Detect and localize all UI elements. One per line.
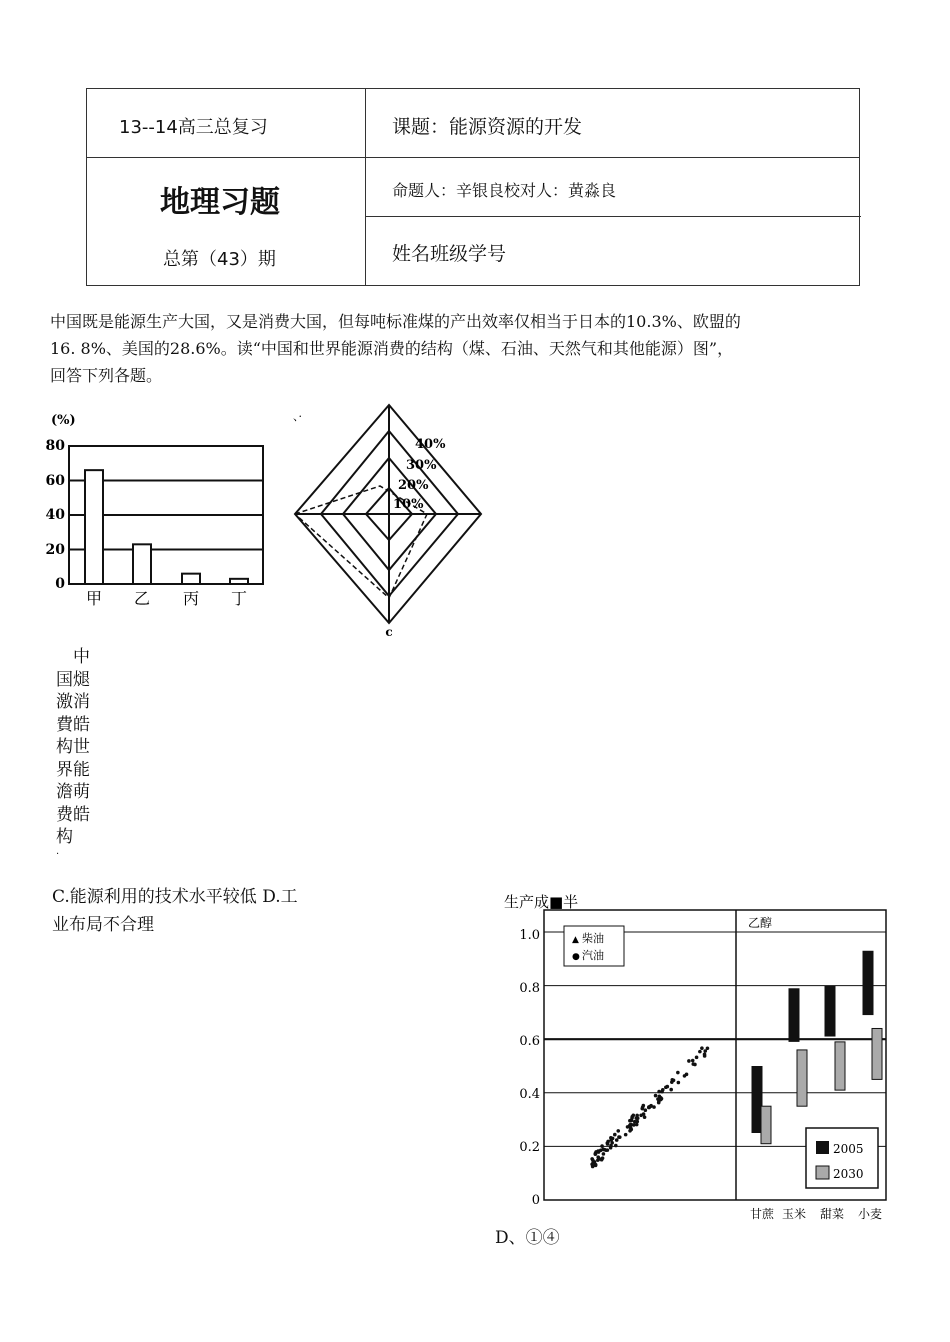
radar-ring-label-30: 30% bbox=[406, 458, 437, 473]
student-fields: 姓名班级学号 bbox=[392, 243, 507, 265]
bar-category-yi: 乙 bbox=[133, 589, 151, 608]
scatter-point bbox=[691, 1062, 695, 1066]
bar-ytick-20: 20 bbox=[45, 542, 65, 558]
caption-line: · bbox=[56, 848, 60, 860]
year-legend-2030: 2030 bbox=[833, 1167, 864, 1181]
ethanol-range-bars bbox=[752, 951, 883, 1144]
bar-series bbox=[85, 470, 248, 584]
subject-title: 地理习题 bbox=[160, 185, 280, 220]
bar-4 bbox=[230, 579, 248, 584]
cost-ytick-0.2: 0.2 bbox=[519, 1140, 540, 1155]
bar-ytick-60: 60 bbox=[45, 473, 65, 489]
scatter-point bbox=[654, 1094, 658, 1098]
scatter-point bbox=[703, 1049, 707, 1053]
scatter-point bbox=[596, 1149, 600, 1153]
caption-line: 費皓 bbox=[56, 714, 90, 735]
scatter-legend-diesel: 柴油 bbox=[582, 932, 604, 945]
scatter-point bbox=[594, 1152, 598, 1156]
bar-category-jia: 甲 bbox=[85, 589, 103, 608]
scatter-point bbox=[615, 1138, 619, 1142]
option-c-line-2: 业布局不合理 bbox=[52, 915, 154, 935]
cost-ytick-0: 0 bbox=[531, 1193, 540, 1208]
scatter-point bbox=[613, 1133, 617, 1137]
cost-chart-top-label: 生产成■半 bbox=[504, 893, 579, 911]
caption-line: 构 bbox=[56, 827, 73, 847]
cost-chart bbox=[496, 892, 896, 1222]
scatter-legend-gasoline: 汽油 bbox=[582, 949, 604, 962]
crop-label-corn: 玉米 bbox=[781, 1207, 807, 1221]
header-divider-vertical bbox=[365, 89, 366, 285]
radar-bottom-label: c bbox=[385, 625, 393, 639]
cost-ytick-0.4: 0.4 bbox=[519, 1087, 540, 1102]
bar-chart-unit: (%) bbox=[51, 413, 76, 428]
bar-1 bbox=[85, 470, 103, 584]
range-bar-2030-3 bbox=[835, 1042, 845, 1090]
scatter-point bbox=[628, 1129, 632, 1133]
scatter-point bbox=[660, 1097, 664, 1101]
year-legend-2030-swatch bbox=[816, 1166, 829, 1179]
scatter-point bbox=[666, 1085, 670, 1089]
scatter-point bbox=[649, 1105, 653, 1109]
bar-2 bbox=[133, 544, 151, 584]
scatter-point bbox=[636, 1116, 640, 1120]
range-bar-2030-2 bbox=[797, 1050, 807, 1106]
scatter-point bbox=[632, 1114, 636, 1118]
crop-label-sugarcane: 甘蔗 bbox=[749, 1207, 775, 1221]
issue-label: 总第（43）期 bbox=[163, 249, 276, 270]
header-divider-right bbox=[365, 216, 861, 217]
range-bar-2030-4 bbox=[872, 1028, 882, 1079]
scatter-point bbox=[609, 1136, 613, 1140]
radar-chart bbox=[285, 400, 495, 645]
range-bar-2005-2 bbox=[789, 988, 800, 1042]
caption-line: 界能 bbox=[56, 759, 90, 780]
scatter-point bbox=[683, 1074, 687, 1078]
scatter-point bbox=[628, 1125, 632, 1129]
course-label: 13--14高三总复习 bbox=[119, 117, 268, 138]
scatter-point bbox=[614, 1144, 618, 1148]
scatter-point bbox=[642, 1104, 646, 1108]
scatter-points bbox=[590, 1046, 709, 1168]
intro-line-1: 中国既是能源生产大国，又是消费大国，但每吨标准煤的产出效率仅相当于日本的10.3%、欧盟的 bbox=[50, 312, 741, 331]
range-bar-2030-1 bbox=[761, 1106, 771, 1144]
radar-ring-label-20: 20% bbox=[398, 478, 429, 493]
caption-line: 国煺 bbox=[56, 669, 90, 690]
year-legend-2005: 2005 bbox=[833, 1142, 864, 1156]
scatter-point bbox=[687, 1059, 691, 1063]
cost-yticks bbox=[519, 928, 540, 1208]
scatter-legend-gasoline-marker: ● bbox=[572, 952, 580, 962]
topic-label: 课题：能源资源的开发 bbox=[392, 116, 583, 138]
cost-ytick-0.6: 0.6 bbox=[519, 1034, 540, 1049]
caption-line: 费皓 bbox=[56, 804, 90, 825]
bar-ytick-0: 0 bbox=[55, 576, 65, 592]
scatter-point bbox=[698, 1050, 702, 1054]
scatter-point bbox=[617, 1135, 621, 1139]
scatter-point bbox=[703, 1052, 707, 1056]
bar-ytick-40: 40 bbox=[45, 507, 65, 523]
year-legend-2005-swatch bbox=[816, 1141, 829, 1154]
scatter-point bbox=[695, 1056, 699, 1060]
range-bar-2005-3 bbox=[825, 986, 836, 1037]
vertical-caption bbox=[56, 646, 116, 861]
caption-line: 构世 bbox=[56, 737, 90, 757]
scatter-legend-diesel-marker: ▲ bbox=[572, 935, 579, 945]
caption-line: 中 bbox=[56, 647, 90, 667]
bar-category-bing: 丙 bbox=[182, 589, 200, 608]
scatter-point bbox=[700, 1046, 704, 1050]
scatter-point bbox=[643, 1115, 647, 1119]
intro-line-2: 16. 8%、美国的28.6%。读“中国和世界能源消费的结构（煤、石油、天然气和其他能源）图”， bbox=[50, 339, 734, 358]
option-c-line-1: C.能源利用的技术水平较低 D.工 bbox=[52, 887, 298, 907]
scatter-point bbox=[639, 1113, 643, 1117]
ethanol-header: 乙醇 bbox=[748, 916, 773, 930]
bar-category-ding: 丁 bbox=[230, 589, 248, 608]
cost-ytick-1.0: 1.0 bbox=[519, 928, 540, 943]
scatter-point bbox=[652, 1105, 656, 1109]
scatter-point bbox=[669, 1088, 673, 1092]
scatter-point bbox=[633, 1120, 637, 1124]
scatter-point bbox=[677, 1081, 681, 1085]
scatter-point bbox=[691, 1059, 695, 1063]
option-d-answer: D、①④ bbox=[495, 1228, 560, 1248]
crop-label-beet: 甜菜 bbox=[819, 1207, 845, 1221]
cost-ytick-0.8: 0.8 bbox=[519, 981, 540, 996]
range-bar-2005-4 bbox=[863, 951, 874, 1015]
header-divider-top bbox=[87, 157, 859, 158]
intro-line-3: 回答下列各题。 bbox=[50, 366, 163, 385]
scatter-point bbox=[657, 1100, 661, 1104]
bar-chart bbox=[45, 408, 275, 613]
scatter-point bbox=[661, 1088, 665, 1092]
caption-line: 澹萌 bbox=[56, 782, 90, 802]
scatter-point bbox=[606, 1142, 610, 1146]
scatter-point bbox=[630, 1119, 634, 1123]
scatter-point bbox=[616, 1129, 620, 1133]
bar-3 bbox=[182, 574, 200, 584]
scatter-point bbox=[602, 1152, 606, 1156]
scatter-point bbox=[644, 1108, 648, 1112]
scatter-point bbox=[657, 1090, 661, 1094]
scatter-point bbox=[601, 1148, 605, 1152]
scatter-point bbox=[609, 1144, 613, 1148]
scatter-point bbox=[671, 1078, 675, 1082]
header-table bbox=[86, 88, 860, 286]
caption-line: 激消 bbox=[56, 692, 90, 712]
crop-label-wheat: 小麦 bbox=[857, 1207, 883, 1221]
radar-ring-label-40: 40% bbox=[415, 437, 446, 452]
scatter-point bbox=[591, 1161, 595, 1165]
scatter-point bbox=[624, 1133, 628, 1137]
scatter-point bbox=[600, 1144, 604, 1148]
radar-ring-label-10: 10% bbox=[393, 497, 424, 512]
scatter-point bbox=[676, 1071, 680, 1075]
bar-ytick-80: 80 bbox=[45, 438, 65, 454]
scatter-point bbox=[600, 1158, 604, 1162]
radar-corner-mark: 、· bbox=[293, 410, 302, 423]
authors-label: 命题人：辛银良校对人：黄淼良 bbox=[392, 181, 617, 200]
